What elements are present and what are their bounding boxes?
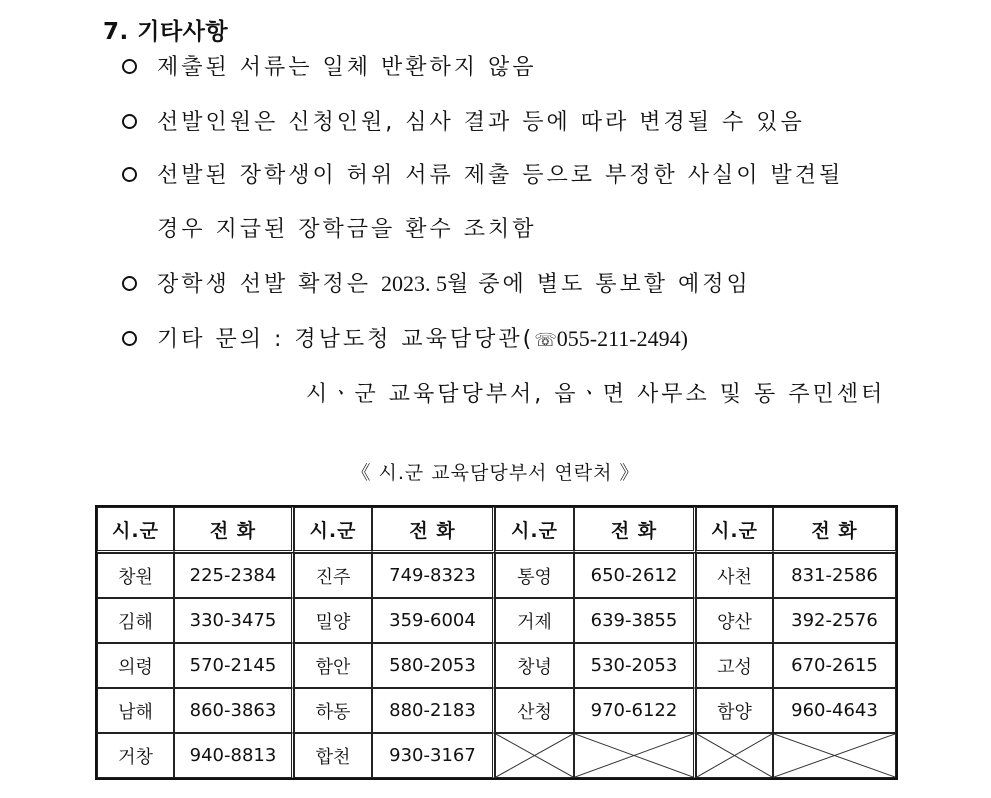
- region-cell: 거제: [495, 598, 574, 643]
- phone-cell: 650-2612: [574, 553, 696, 598]
- region-cell: 의령: [97, 643, 174, 688]
- circle-bullet-icon: [122, 276, 137, 291]
- phone-cell: 970-6122: [574, 688, 696, 733]
- note-item-5: [122, 322, 688, 353]
- phone-cell: 225-2384: [174, 553, 294, 598]
- note-text-4a: 장학생 선발 확정은: [157, 272, 372, 297]
- phone-cell: 940-8813: [174, 733, 294, 778]
- phone-cell: 860-3863: [174, 688, 294, 733]
- cross-out-icon: [774, 734, 895, 777]
- table-row: [97, 553, 896, 598]
- table-row: [97, 598, 896, 643]
- phone-cell: 359-6004: [372, 598, 495, 643]
- phone-cell: 330-3475: [174, 598, 294, 643]
- region-cell: 양산: [696, 598, 773, 643]
- note-item-4: [122, 267, 751, 298]
- cross-out-icon: [575, 734, 693, 777]
- table-header-row: [97, 507, 896, 553]
- empty-cell: [696, 733, 773, 778]
- phone-cell: 392-2576: [773, 598, 896, 643]
- note-text-4b: 중에 별도 통보할 예정임: [478, 272, 751, 297]
- region-cell: 통영: [495, 553, 574, 598]
- header-region: 시.군: [97, 507, 174, 553]
- phone-cell: 831-2586: [773, 553, 896, 598]
- circle-bullet-icon: [122, 331, 137, 346]
- circle-bullet-icon: [122, 59, 137, 74]
- note-text-3: 선발된 장학생이 허위 서류 제출 등으로 부정한 사실이 발견될: [157, 163, 844, 188]
- region-cell: 합천: [294, 733, 372, 778]
- note-text-1: 제출된 서류는 일체 반환하지 않음: [157, 55, 537, 80]
- table-row: [97, 643, 896, 688]
- table-row: [97, 688, 896, 733]
- region-cell: 산청: [495, 688, 574, 733]
- header-phone: 전 화: [773, 507, 896, 553]
- header-region: 시.군: [294, 507, 372, 553]
- empty-cell: [574, 733, 696, 778]
- header-phone: 전 화: [372, 507, 495, 553]
- header-phone: 전 화: [574, 507, 696, 553]
- region-cell: 하동: [294, 688, 372, 733]
- note-text-2: 선발인원은 신청인원, 심사 결과 등에 따라 변경될 수 있음: [157, 110, 805, 135]
- region-cell: 남해: [97, 688, 174, 733]
- region-cell: 창녕: [495, 643, 574, 688]
- contact-phone: 055-211-2494): [556, 326, 688, 351]
- note-item-2: [122, 105, 805, 136]
- note-item-1: [122, 50, 537, 81]
- phone-cell: 530-2053: [574, 643, 696, 688]
- empty-cell: [773, 733, 896, 778]
- phone-cell: 749-8323: [372, 553, 495, 598]
- region-cell: 진주: [294, 553, 372, 598]
- contact-label: 기타 문의 : 경남도청 교육담당관(: [157, 327, 535, 352]
- header-phone: 전 화: [174, 507, 294, 553]
- region-cell: 고성: [696, 643, 773, 688]
- region-cell: 밀양: [294, 598, 372, 643]
- empty-cell: [495, 733, 574, 778]
- phone-cell: 960-4643: [773, 688, 896, 733]
- phone-cell: 880-2183: [372, 688, 495, 733]
- header-region: 시.군: [696, 507, 773, 553]
- note-date: 2023. 5월: [381, 271, 469, 296]
- phone-cell: 670-2615: [773, 643, 896, 688]
- header-region: 시.군: [495, 507, 574, 553]
- region-cell: 함양: [696, 688, 773, 733]
- phone-cell: 570-2145: [174, 643, 294, 688]
- phone-cell: 639-3855: [574, 598, 696, 643]
- circle-bullet-icon: [122, 167, 137, 182]
- contacts-table: [95, 505, 898, 780]
- note-text-3-continued: 경우 지급된 장학금을 환수 조치함: [157, 217, 537, 242]
- section-heading: 7. 기타사항: [103, 19, 229, 45]
- table-row: [97, 733, 896, 778]
- phone-cell: 580-2053: [372, 643, 495, 688]
- phone-icon: ☏: [534, 330, 557, 351]
- phone-cell: 930-3167: [372, 733, 495, 778]
- region-cell: 사천: [696, 553, 773, 598]
- cross-out-icon: [697, 734, 772, 777]
- table-caption: 《 시.군 교육담당부서 연락처 》: [351, 462, 640, 484]
- region-cell: 거창: [97, 733, 174, 778]
- region-cell: 함안: [294, 643, 372, 688]
- circle-bullet-icon: [122, 114, 137, 129]
- note-item-3: [122, 158, 843, 189]
- region-cell: 창원: [97, 553, 174, 598]
- cross-out-icon: [496, 734, 573, 777]
- region-cell: 김해: [97, 598, 174, 643]
- contact-offices: 시ㆍ군 교육담당부서, 읍ㆍ면 사무소 및 동 주민센터: [306, 382, 886, 407]
